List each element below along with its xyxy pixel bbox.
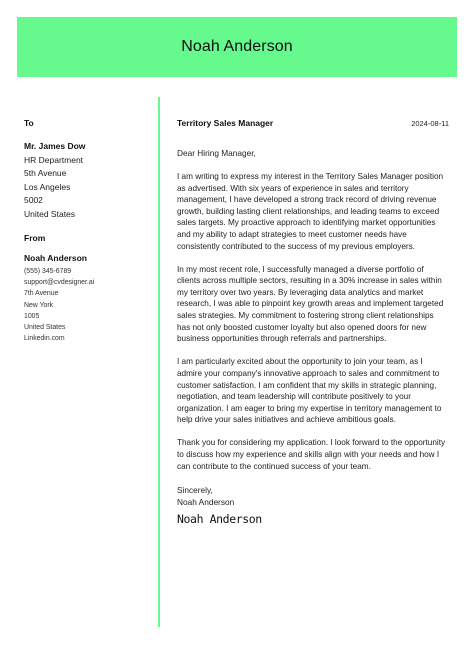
- signature: Noah Anderson: [177, 511, 262, 526]
- closing-block: [177, 484, 449, 508]
- letter-body: [177, 118, 449, 526]
- paragraph: I am writing to express my interest in the Territory Sales Manager position as advertised. With six years of experience in sales and territory management, I have developed a strong track record of driving revenue growth, building lasting client relationships, and leading teams to exceed sales targets. My proactive approach to identifying market opportunities and my ability to adapt strategies to meet customer needs have consistently contributed to the success of my previous employers.: [177, 172, 444, 251]
- applicant-name: Noah Anderson: [181, 38, 293, 55]
- vertical-divider: [158, 97, 160, 627]
- letter-header: [177, 118, 449, 128]
- recipient-country: United States: [24, 208, 76, 219]
- recipient-department: HR Department: [24, 154, 84, 165]
- job-title: Territory Sales Manager: [177, 118, 274, 128]
- recipient-block: [24, 140, 149, 221]
- header-banner: [17, 17, 457, 77]
- to-label: To: [24, 118, 34, 128]
- sender-street: 7th Avenue: [24, 290, 59, 298]
- paragraph: Thank you for considering my application. I look forward to the opportunity to discuss how my experience and skills align with your needs and how I can contribute to the continued success of your team.: [177, 438, 446, 471]
- recipient-postal-code: 5002: [24, 195, 43, 205]
- sender-email: support@cvdesigner.ai: [24, 279, 95, 287]
- sender-country: United States: [24, 324, 66, 332]
- recipient-city: Los Angeles: [24, 181, 71, 192]
- contact-sidebar: [24, 118, 149, 344]
- paragraph: In my most recent role, I successfully managed a diverse portfolio of clients across multiple sectors, resulting in a 30% increase in sales within my territory over two years. By leveraging data analytics and market research, I was able to pinpoint key growth areas and implement targeted sales strategies. My commitment to fostering strong client relationships has not only boosted customer loyalty but also opened doors for new business opportunities through referrals and partnerships.: [177, 264, 444, 344]
- sender-name: Noah Anderson: [24, 253, 87, 263]
- sender-city: New York: [24, 301, 54, 309]
- recipient-street: 5th Avenue: [24, 168, 67, 178]
- recipient-name: Mr. James Dow: [24, 141, 86, 151]
- closing-name: Noah Anderson: [177, 496, 235, 507]
- sender-postal-code: 1005: [24, 312, 40, 320]
- sender-block: [24, 252, 149, 344]
- from-label: From: [24, 233, 46, 243]
- sender-linkedin: Linkedin.com: [24, 335, 65, 343]
- paragraph: I am particularly excited about the opportunity to join your team, as I admire your company's innovative approach to sales and commitment to customer satisfaction. I am confident that my skills in strategic planning, negotiation, and team leadership will contribute positively to your organization. I am eager to bring my expertise in territory management to help drive your sales initiatives and achieve ambitious goals.: [177, 357, 442, 425]
- closing-phrase: Sincerely,: [177, 484, 213, 495]
- salutation: Dear Hiring Manager,: [177, 148, 256, 158]
- sender-phone: (555) 345-6789: [24, 268, 72, 275]
- letter-date: 2024-08-11: [411, 119, 449, 128]
